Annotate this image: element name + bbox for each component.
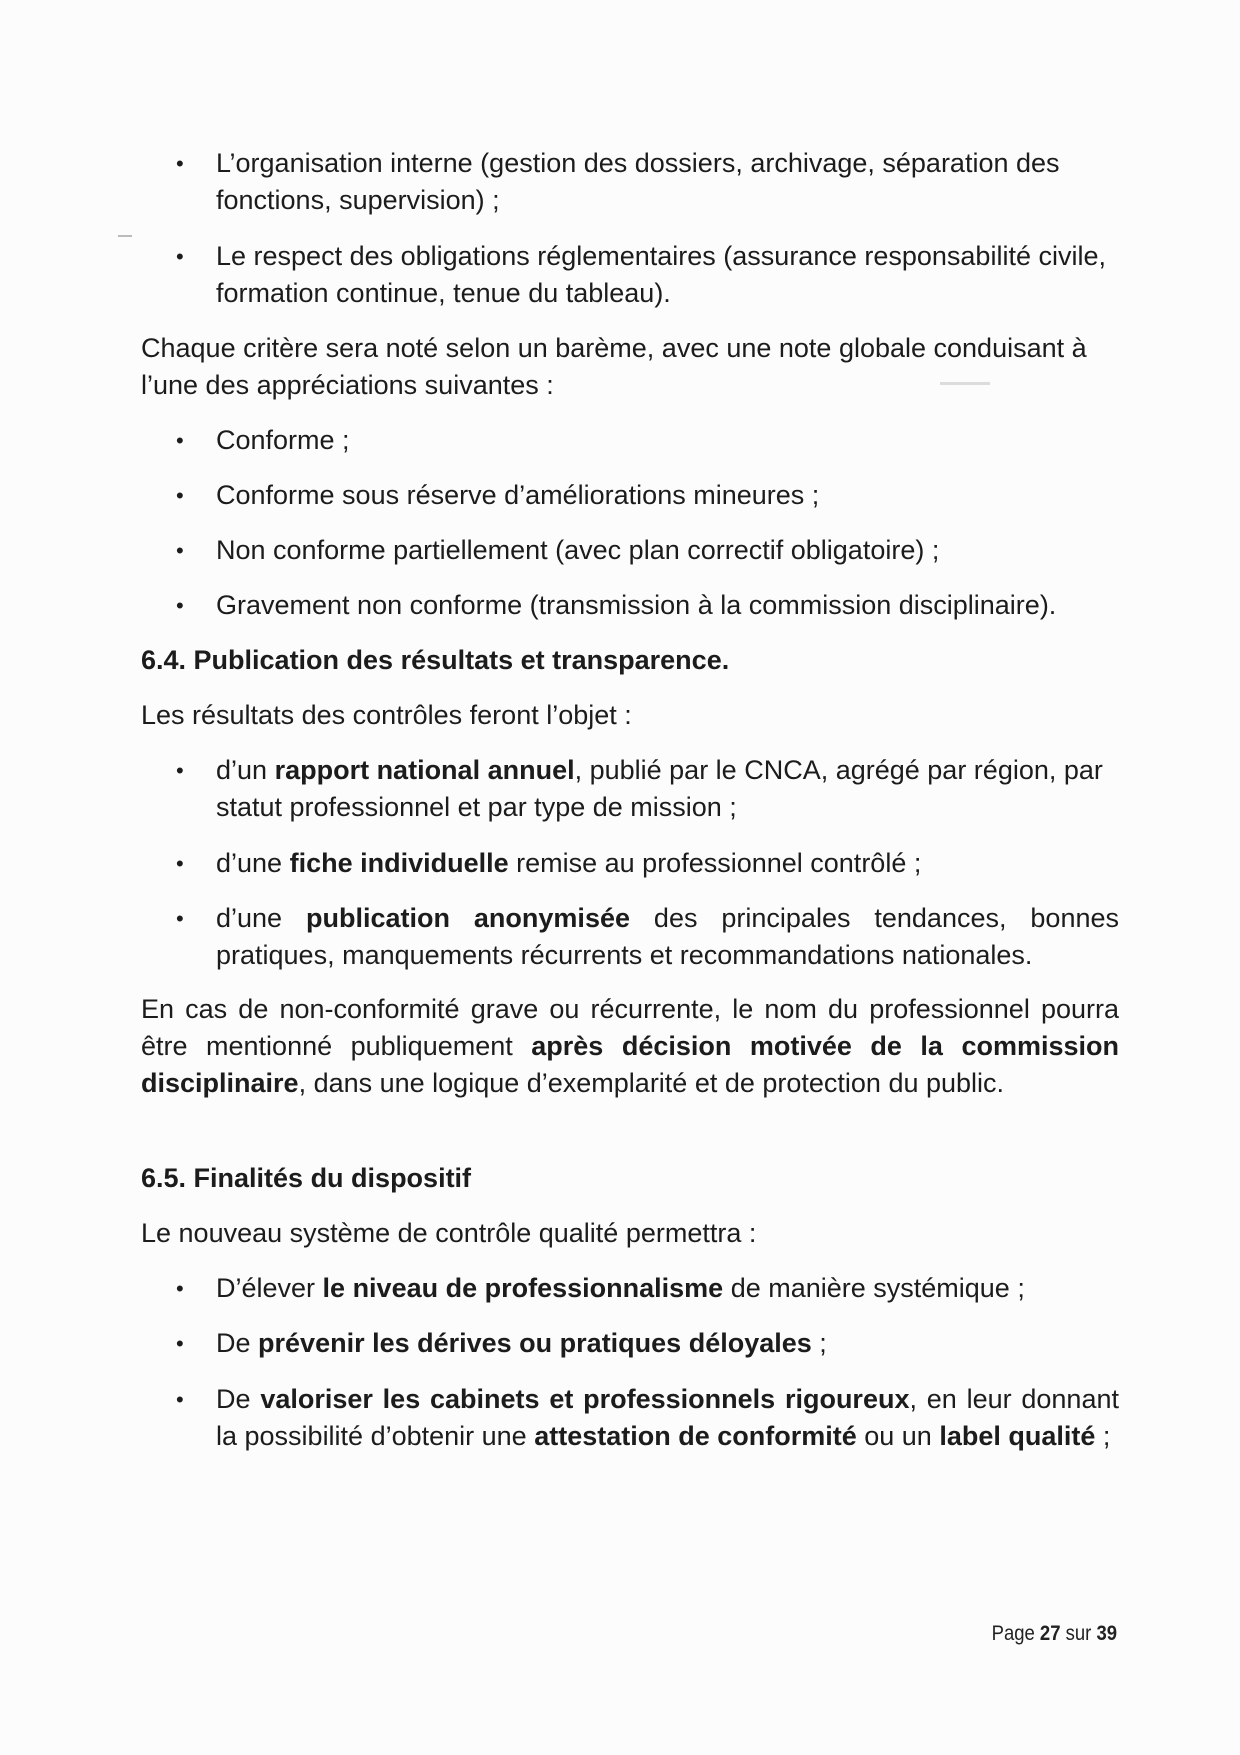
list-item	[176, 532, 1119, 569]
list-item-text: Conforme ;	[216, 425, 350, 455]
list-item	[176, 1381, 1119, 1455]
list-item-text: Le respect des obligations réglementaires (assurance responsabilité civile, formation continue, tenue du tableau).	[216, 241, 1106, 308]
list-item	[176, 587, 1119, 624]
list-item-text: d’une fiche individuelle remise au professionnel contrôlé ;	[216, 848, 922, 878]
list-item	[176, 1325, 1119, 1362]
list-item	[176, 900, 1119, 974]
list-item-text: d’un rapport national annuel, publié par le CNCA, agrégé par région, par statut professionnel et par type de mission ;	[216, 755, 1103, 822]
list-item	[176, 752, 1119, 826]
paragraph-criteres: Chaque critère sera noté selon un barème, avec une note globale conduisant à l’une des appréciations suivantes :	[141, 333, 1087, 400]
list-item-text: Non conforme partiellement (avec plan correctif obligatoire) ;	[216, 535, 940, 565]
list-item-text: Conforme sous réserve d’améliorations mineures ;	[216, 480, 820, 510]
bullet-icon: •	[176, 1331, 184, 1356]
list-item	[176, 238, 1119, 312]
list-item	[176, 145, 1119, 219]
list-item-text: De prévenir les dérives ou pratiques déloyales ;	[216, 1328, 827, 1358]
list-item	[176, 477, 1119, 514]
list-item	[176, 422, 1119, 459]
page-number: Page 27 sur 39	[991, 1622, 1117, 1645]
bullet-icon: •	[176, 428, 184, 453]
list-item-text: De valoriser les cabinets et professionnels rigoureux, en leur donnant la possibilité d’obtenir une attestation de conformité ou un label qualité ;	[216, 1384, 1119, 1451]
scan-speck	[940, 382, 990, 385]
list-item	[176, 845, 1119, 882]
bullet-icon: •	[176, 1387, 184, 1412]
paragraph-systeme: Le nouveau système de contrôle qualité permettra :	[141, 1218, 757, 1248]
bullet-icon: •	[176, 538, 184, 563]
bullet-icon: •	[176, 1276, 184, 1301]
bullet-icon: •	[176, 906, 184, 931]
bullet-icon: •	[176, 851, 184, 876]
bullet-icon: •	[176, 151, 184, 176]
section-heading-6-5: 6.5. Finalités du dispositif	[141, 1163, 472, 1193]
list-item-text: L’organisation interne (gestion des dossiers, archivage, séparation des fonctions, supervision) ;	[216, 148, 1060, 215]
list-item-text: Gravement non conforme (transmission à la commission disciplinaire).	[216, 590, 1057, 620]
paragraph-non-conformite: En cas de non-conformité grave ou récurrente, le nom du professionnel pourra être mentionné publiquement après décision motivée de la commission disciplinaire, dans une logique d’exemplarité et de protection du public.	[141, 994, 1119, 1098]
bullet-icon: •	[176, 593, 184, 618]
section-heading-6-4: 6.4. Publication des résultats et transparence.	[141, 645, 730, 675]
list-item-text: D’élever le niveau de professionnalisme de manière systémique ;	[216, 1273, 1025, 1303]
paragraph-resultats: Les résultats des contrôles feront l’objet :	[141, 700, 632, 730]
list-item	[176, 1270, 1119, 1307]
scan-speck	[118, 235, 132, 237]
bullet-icon: •	[176, 244, 184, 269]
list-item-text: d’une publication anonymisée des principales tendances, bonnes pratiques, manquements récurrents et recommandations nationales.	[216, 903, 1119, 970]
bullet-icon: •	[176, 483, 184, 508]
bullet-icon: •	[176, 758, 184, 783]
